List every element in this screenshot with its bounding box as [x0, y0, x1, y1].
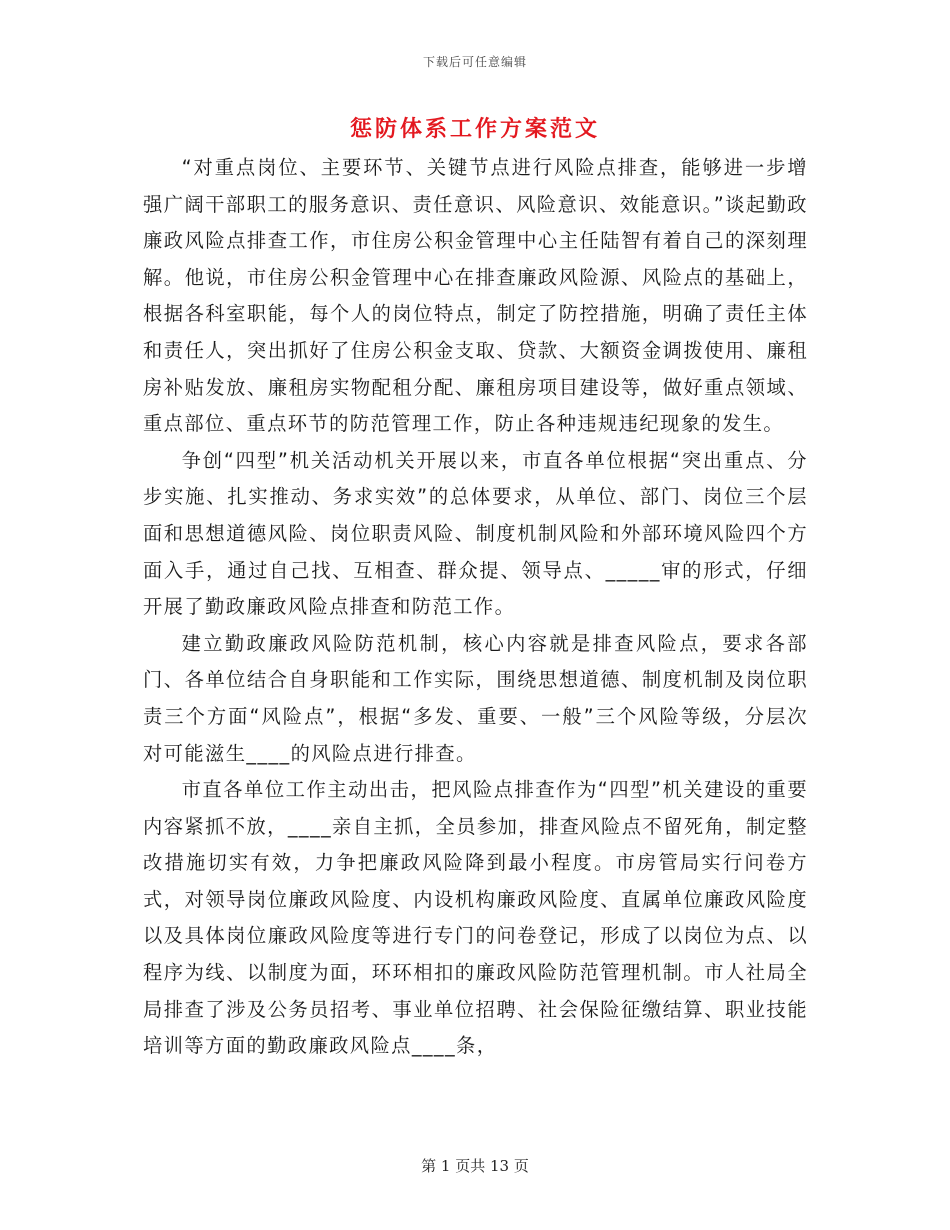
document-body [143, 150, 808, 1065]
paragraph-3: 建立勤政廉政风险防范机制，核心内容就是排查风险点，要求各部门、各单位结合自身职能和工作实际，围绕思想道德、制度机制及岗位职责三个方面“风险点”，根据“多发、重要、一般”三个风险等级，分层次对可能滋生____的风险点进行排查。 [143, 631, 808, 765]
paragraph-4: 市直各单位工作主动出击，把风险点排查作为“四型”机关建设的重要内容紧抓不放，____亲自主抓，全员参加，排查风险点不留死角，制定整改措施切实有效，力争把廉政风险降到最小程度。市房管局实行问卷方式，对领导岗位廉政风险度、内设机构廉政风险度、直属单位廉政风险度以及具体岗位廉政风险度等进行专门的问卷登记，形成了以岗位为点、以程序为线、以制度为面，环环相扣的廉政风险防范管理机制。市人社局全局排查了涉及公务员招考、事业单位招聘、社会保险征缴结算、职业技能培训等方面的勤政廉政风险点____条， [143, 778, 808, 1058]
header-note: 下载后可任意编辑 [422, 55, 527, 69]
page-number-footer: 第 1 页共 13 页 [421, 1157, 529, 1175]
document-title: 惩防体系工作方案范文 [349, 117, 600, 142]
paragraph-1: “对重点岗位、主要环节、关键节点进行风险点排查，能够进一步增强广阔干部职工的服务意识、责任意识、风险意识、效能意识。”谈起勤政廉政风险点排查工作，市住房公积金管理中心主任陆智有着自己的深刻理解。他说，市住房公积金管理中心在排查廉政风险源、风险点的基础上，根据各科室职能，每个人的岗位特点，制定了防控措施，明确了责任主体和责任人，突出抓好了住房公积金支取、贷款、大额资金调拨使用、廉租房补贴发放、廉租房实物配租分配、廉租房项目建设等，做好重点领域、重点部位、重点环节的防范管理工作，防止各种违规违纪现象的发生。 [143, 156, 808, 436]
paragraph-2: 争创“四型”机关活动机关开展以来，市直各单位根据“突出重点、分步实施、扎实推动、务求实效”的总体要求，从单位、部门、岗位三个层面和思想道德风险、岗位职责风险、制度机制风险和外部环境风险四个方面入手，通过自己找、互相查、群众提、领导点、_____审的形式，仔细开展了勤政廉政风险点排查和防范工作。 [143, 448, 808, 619]
